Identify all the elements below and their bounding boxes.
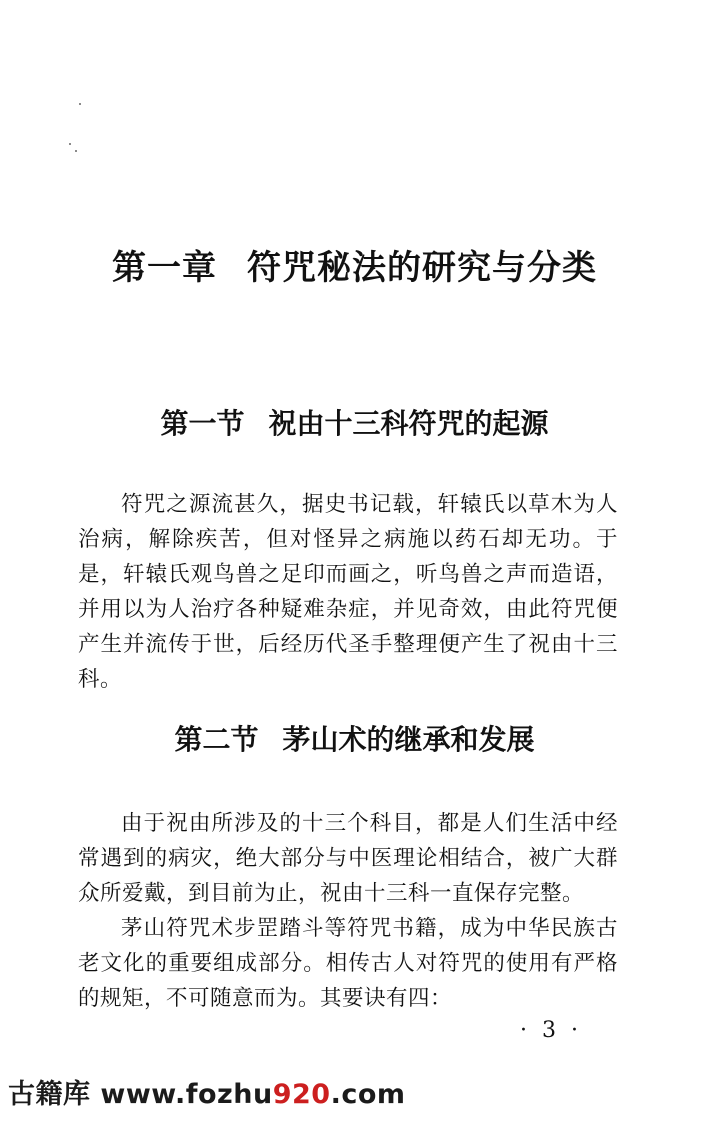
scan-speck bbox=[69, 143, 71, 145]
watermark-url-suffix: .com bbox=[330, 1079, 406, 1110]
body-paragraph: 由于祝由所涉及的十三个科目，都是人们生活中经常遇到的病灾，绝大部分与中医理论相结合，被广大群众所爱戴，到目前为止，祝由十三科一直保存完整。 bbox=[78, 811, 618, 906]
chapter-title: 符咒秘法的研究与分类 bbox=[247, 248, 597, 288]
section-title: 祝由十三科符咒的起源 bbox=[268, 407, 549, 440]
section-number: 第一节 bbox=[160, 407, 245, 440]
watermark-url-prefix: www.fozhu bbox=[100, 1079, 273, 1110]
chapter-heading bbox=[0, 240, 709, 289]
section-heading bbox=[0, 718, 709, 758]
body-paragraph: 茅山符咒术步罡踏斗等符咒书籍，成为中华民族古老文化的重要组成部分。相传古人对符咒的使用有严格的规矩，不可随意而为。其要诀有四： bbox=[78, 916, 618, 1011]
scan-speck bbox=[75, 150, 77, 152]
watermark bbox=[4, 1077, 414, 1113]
watermark-site-name: 古籍库 bbox=[8, 1079, 91, 1110]
section-title: 茅山术的继承和发展 bbox=[282, 723, 535, 756]
watermark-url-number: 920 bbox=[272, 1079, 331, 1110]
section-heading bbox=[0, 402, 709, 442]
page-number: · 3 · bbox=[520, 1018, 582, 1043]
chapter-number: 第一章 bbox=[112, 248, 217, 288]
section-number: 第二节 bbox=[174, 723, 259, 756]
scan-speck bbox=[79, 103, 81, 105]
body-paragraph: 符咒之源流甚久，据史书记载，轩辕氏以草木为人治病，解除疾苦，但对怪异之病施以药石却无功。于是，轩辕氏观鸟兽之足印而画之，听鸟兽之声而造语，并用以为人治疗各种疑难杂症，并见奇效，由此符咒便产生并流传于世，后经历代圣手整理便产生了祝由十三科。 bbox=[78, 492, 618, 692]
